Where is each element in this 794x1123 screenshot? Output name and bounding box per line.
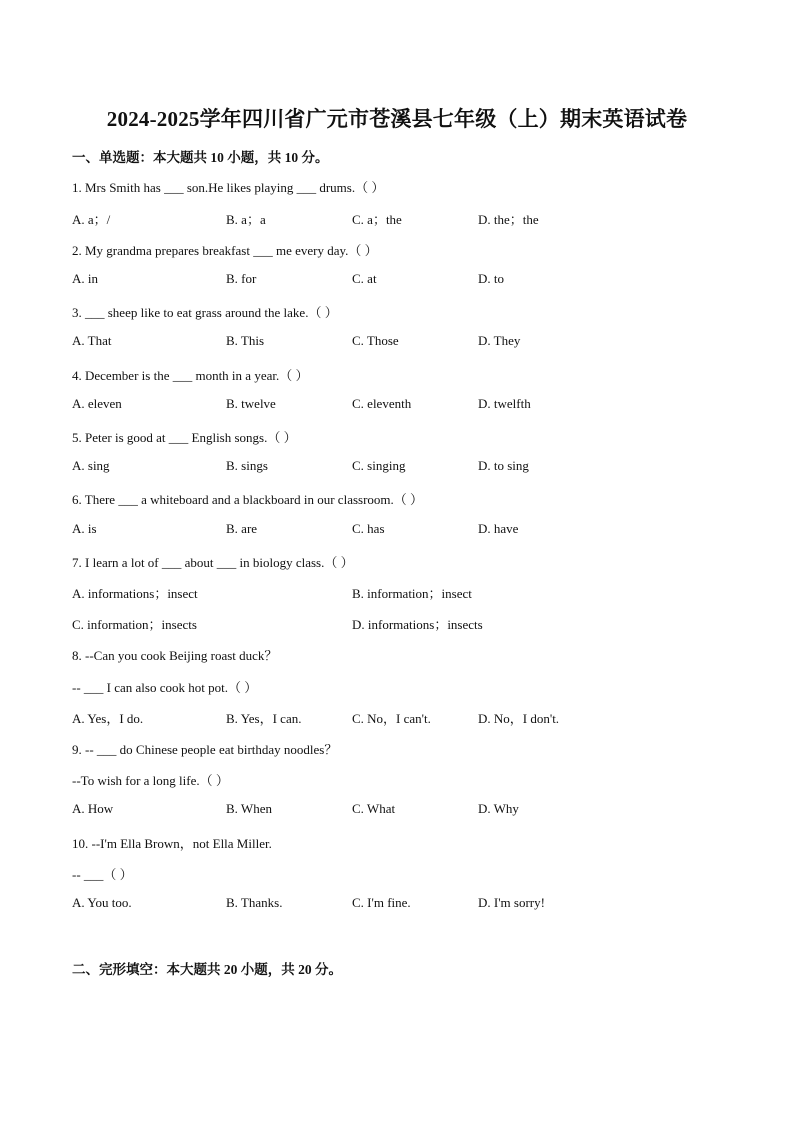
option-a: A. a；/: [72, 212, 111, 227]
option-c: C. information；insects: [72, 617, 197, 632]
option-c: C. eleventh: [352, 396, 412, 411]
question-2-options: [72, 271, 732, 291]
question-6-options: [72, 521, 732, 541]
option-a: A. How: [72, 801, 114, 816]
question-4-options: [72, 396, 732, 416]
question-10-stem-reply: -- ___（ ）: [72, 867, 133, 882]
question-1-options: [72, 209, 732, 229]
option-b: B. are: [226, 521, 258, 536]
option-d: D. twelfth: [478, 396, 531, 411]
question-5-options: [72, 458, 732, 478]
option-a: A. eleven: [72, 396, 122, 411]
question-2-stem: 2. My grandma prepares breakfast ___ me every day.（ ）: [72, 243, 378, 258]
question-8-stem: 8. --Can you cook Beijing roast duck？: [72, 648, 278, 663]
option-b: B. When: [226, 801, 272, 816]
exam-title: 2024-2025学年四川省广元市苍溪县七年级（上）期末英语试卷: [106, 107, 688, 131]
option-b: B. This: [226, 333, 265, 348]
option-c: C. singing: [352, 458, 406, 473]
question-7-stem: 7. I learn a lot of ___ about ___ in biology class.（ ）: [72, 555, 354, 570]
option-b: B. Thanks.: [226, 895, 283, 910]
option-a: A. is: [72, 521, 97, 536]
question-10-options: [72, 895, 732, 915]
option-a: A. Yes，I do.: [72, 711, 144, 726]
option-d: D. the；the: [478, 212, 539, 227]
section-heading-single-choice: 一、单选题：本大题共 10 小题，共 10 分。: [72, 150, 329, 165]
option-d: D. No，I don't.: [478, 711, 560, 726]
question-1-stem: 1. Mrs Smith has ___ son.He likes playing ___ drums.（ ）: [72, 180, 385, 195]
option-d: D. informations；insects: [352, 617, 483, 632]
question-7-options-row-2: [72, 614, 732, 634]
option-a: A. sing: [72, 458, 110, 473]
question-7-options-row-1: [72, 583, 732, 603]
option-c: C. a；the: [352, 212, 402, 227]
option-c: C. What: [352, 801, 396, 816]
option-a: A. in: [72, 271, 98, 286]
question-10-stem: 10. --I'm Ella Brown，not Ella Miller.: [72, 836, 272, 851]
section-heading-cloze: 二、完形填空：本大题共 20 小题，共 20 分。: [72, 962, 342, 977]
question-3-options: [72, 333, 732, 353]
option-c: C. Those: [352, 333, 399, 348]
option-d: D. to: [478, 271, 504, 286]
option-d: D. have: [478, 521, 519, 536]
option-c: C. I'm fine.: [352, 895, 411, 910]
option-b: B. a；a: [226, 212, 266, 227]
option-b: B. Yes，I can.: [226, 711, 302, 726]
option-b: B. for: [226, 271, 257, 286]
option-d: D. They: [478, 333, 521, 348]
option-a: A. informations；insect: [72, 586, 198, 601]
option-a: A. That: [72, 333, 112, 348]
question-4-stem: 4. December is the ___ month in a year.（ ）: [72, 368, 309, 383]
question-6-stem: 6. There ___ a whiteboard and a blackboard in our classroom.（ ）: [72, 492, 424, 507]
question-8-stem-reply: -- ___ I can also cook hot pot.（ ）: [72, 680, 258, 695]
option-d: D. Why: [478, 801, 519, 816]
option-c: C. has: [352, 521, 385, 536]
question-9-options: [72, 801, 732, 821]
option-b: B. twelve: [226, 396, 276, 411]
option-d: D. I'm sorry!: [478, 895, 545, 910]
question-9-stem: 9. -- ___ do Chinese people eat birthday noodles？: [72, 742, 338, 757]
question-5-stem: 5. Peter is good at ___ English songs.（ ）: [72, 430, 297, 445]
option-a: A. You too.: [72, 895, 132, 910]
question-9-stem-reply: --To wish for a long life.（ ）: [72, 773, 229, 788]
option-c: C. at: [352, 271, 377, 286]
option-c: C. No，I can't.: [352, 711, 431, 726]
question-3-stem: 3. ___ sheep like to eat grass around the lake.（ ）: [72, 305, 338, 320]
option-b: B. information；insect: [352, 586, 472, 601]
option-d: D. to sing: [478, 458, 529, 473]
question-8-options: [72, 708, 732, 728]
option-b: B. sings: [226, 458, 268, 473]
